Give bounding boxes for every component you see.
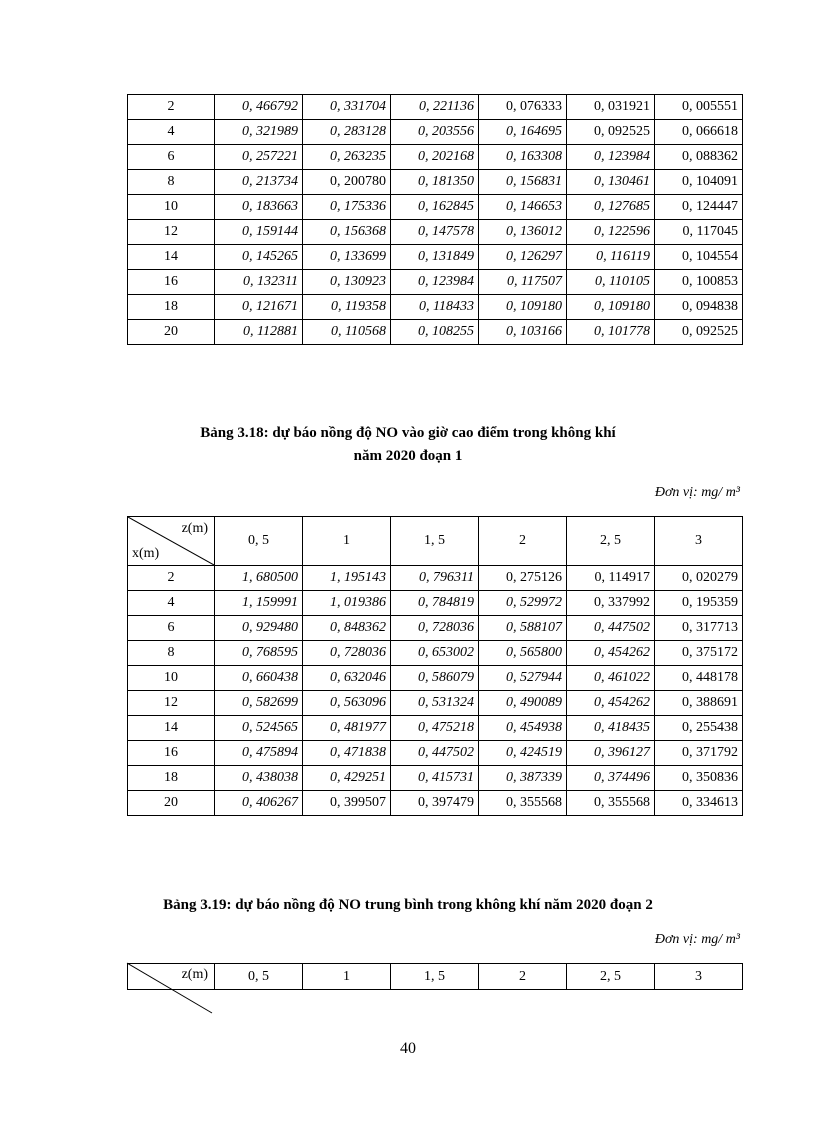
z-header-cell: 0, 5 xyxy=(215,517,303,566)
value-cell: 0, 263235 xyxy=(303,145,391,170)
value-cell: 0, 156831 xyxy=(479,170,567,195)
header-row xyxy=(128,964,743,990)
table-row xyxy=(128,591,743,616)
value-cell: 0, 355568 xyxy=(567,791,655,816)
value-cell: 0, 374496 xyxy=(567,766,655,791)
x-value-cell: 4 xyxy=(128,120,215,145)
value-cell: 0, 109180 xyxy=(479,295,567,320)
table-caption-3-18 xyxy=(0,425,816,465)
z-header-cell: 3 xyxy=(655,517,743,566)
z-header-cell: 3 xyxy=(655,964,743,990)
value-cell: 0, 203556 xyxy=(391,120,479,145)
value-cell: 0, 031921 xyxy=(567,95,655,120)
value-cell: 0, 123984 xyxy=(391,270,479,295)
x-value-cell: 18 xyxy=(128,766,215,791)
value-cell: 0, 200780 xyxy=(303,170,391,195)
value-cell: 0, 195359 xyxy=(655,591,743,616)
value-cell: 0, 221136 xyxy=(391,95,479,120)
value-cell: 0, 588107 xyxy=(479,616,567,641)
value-cell: 0, 371792 xyxy=(655,741,743,766)
x-value-cell: 16 xyxy=(128,270,215,295)
value-cell: 0, 101778 xyxy=(567,320,655,345)
value-cell: 0, 768595 xyxy=(215,641,303,666)
value-cell: 0, 582699 xyxy=(215,691,303,716)
z-header-cell: 0, 5 xyxy=(215,964,303,990)
x-value-cell: 2 xyxy=(128,95,215,120)
value-cell: 0, 181350 xyxy=(391,170,479,195)
value-cell: 0, 020279 xyxy=(655,566,743,591)
value-cell: 0, 202168 xyxy=(391,145,479,170)
x-value-cell: 18 xyxy=(128,295,215,320)
value-cell: 0, 490089 xyxy=(479,691,567,716)
x-value-cell: 4 xyxy=(128,591,215,616)
value-cell: 0, 406267 xyxy=(215,791,303,816)
table-row xyxy=(128,766,743,791)
x-value-cell: 12 xyxy=(128,220,215,245)
value-cell: 0, 848362 xyxy=(303,616,391,641)
value-cell: 0, 454262 xyxy=(567,641,655,666)
value-cell: 0, 133699 xyxy=(303,245,391,270)
table-row xyxy=(128,716,743,741)
value-cell: 0, 124447 xyxy=(655,195,743,220)
value-cell: 0, 565800 xyxy=(479,641,567,666)
value-cell: 0, 147578 xyxy=(391,220,479,245)
value-cell: 0, 100853 xyxy=(655,270,743,295)
value-cell: 0, 784819 xyxy=(391,591,479,616)
value-cell: 0, 632046 xyxy=(303,666,391,691)
value-cell: 0, 438038 xyxy=(215,766,303,791)
value-cell: 0, 475218 xyxy=(391,716,479,741)
x-value-cell: 2 xyxy=(128,566,215,591)
x-value-cell: 20 xyxy=(128,320,215,345)
table-row xyxy=(128,666,743,691)
value-cell: 0, 728036 xyxy=(391,616,479,641)
value-cell: 0, 929480 xyxy=(215,616,303,641)
table-row xyxy=(128,120,743,145)
value-cell: 0, 112881 xyxy=(215,320,303,345)
value-cell: 0, 563096 xyxy=(303,691,391,716)
x-value-cell: 12 xyxy=(128,691,215,716)
caption-line-2: năm 2020 đoạn 1 xyxy=(353,448,463,464)
value-cell: 0, 126297 xyxy=(479,245,567,270)
value-cell: 0, 424519 xyxy=(479,741,567,766)
table-no-peak-2020-segment-1 xyxy=(127,516,743,816)
x-axis-label: x(m) xyxy=(132,546,160,561)
value-cell: 1, 195143 xyxy=(303,566,391,591)
x-value-cell: 10 xyxy=(128,195,215,220)
value-cell: 1, 019386 xyxy=(303,591,391,616)
value-cell: 0, 527944 xyxy=(479,666,567,691)
z-axis-label: z(m) xyxy=(181,967,208,982)
value-cell: 0, 337992 xyxy=(567,591,655,616)
z-header-cell: 2 xyxy=(479,517,567,566)
value-cell: 0, 121671 xyxy=(215,295,303,320)
value-cell: 0, 796311 xyxy=(391,566,479,591)
value-cell: 0, 110568 xyxy=(303,320,391,345)
value-cell: 0, 466792 xyxy=(215,95,303,120)
value-cell: 0, 531324 xyxy=(391,691,479,716)
caption-text: Bảng 3.19: dự báo nồng độ NO trung bình trong không khí năm 2020 đoạn 2 xyxy=(163,897,653,913)
x-value-cell: 8 xyxy=(128,641,215,666)
x-value-cell: 14 xyxy=(128,245,215,270)
value-cell: 0, 396127 xyxy=(567,741,655,766)
value-cell: 0, 164695 xyxy=(479,120,567,145)
table-no-average-2020-segment-2 xyxy=(127,963,743,990)
table-row xyxy=(128,791,743,816)
header-row xyxy=(128,517,743,566)
value-cell: 0, 162845 xyxy=(391,195,479,220)
value-cell: 0, 399507 xyxy=(303,791,391,816)
x-value-cell: 20 xyxy=(128,791,215,816)
z-header-cell: 2, 5 xyxy=(567,517,655,566)
table-row xyxy=(128,270,743,295)
value-cell: 0, 116119 xyxy=(567,245,655,270)
value-cell: 0, 660438 xyxy=(215,666,303,691)
table-row xyxy=(128,741,743,766)
table-row xyxy=(128,616,743,641)
z-header-cell: 1 xyxy=(303,964,391,990)
unit-label-2: Đơn vị: mg/ m³ xyxy=(654,932,740,947)
table-row xyxy=(128,95,743,120)
table-row xyxy=(128,691,743,716)
value-cell: 0, 321989 xyxy=(215,120,303,145)
value-cell: 0, 529972 xyxy=(479,591,567,616)
value-cell: 0, 131849 xyxy=(391,245,479,270)
value-cell: 0, 110105 xyxy=(567,270,655,295)
value-cell: 0, 653002 xyxy=(391,641,479,666)
value-cell: 0, 375172 xyxy=(655,641,743,666)
value-cell: 0, 524565 xyxy=(215,716,303,741)
value-cell: 0, 117045 xyxy=(655,220,743,245)
value-cell: 1, 159991 xyxy=(215,591,303,616)
value-cell: 0, 257221 xyxy=(215,145,303,170)
value-cell: 0, 183663 xyxy=(215,195,303,220)
value-cell: 1, 680500 xyxy=(215,566,303,591)
value-cell: 0, 104554 xyxy=(655,245,743,270)
value-cell: 0, 418435 xyxy=(567,716,655,741)
value-cell: 0, 429251 xyxy=(303,766,391,791)
value-cell: 0, 447502 xyxy=(567,616,655,641)
value-cell: 0, 117507 xyxy=(479,270,567,295)
value-cell: 0, 118433 xyxy=(391,295,479,320)
table-row xyxy=(128,641,743,666)
value-cell: 0, 461022 xyxy=(567,666,655,691)
x-value-cell: 16 xyxy=(128,741,215,766)
value-cell: 0, 088362 xyxy=(655,145,743,170)
value-cell: 0, 255438 xyxy=(655,716,743,741)
value-cell: 0, 331704 xyxy=(303,95,391,120)
value-cell: 0, 159144 xyxy=(215,220,303,245)
value-cell: 0, 132311 xyxy=(215,270,303,295)
value-cell: 0, 481977 xyxy=(303,716,391,741)
value-cell: 0, 108255 xyxy=(391,320,479,345)
value-cell: 0, 130923 xyxy=(303,270,391,295)
x-value-cell: 8 xyxy=(128,170,215,195)
z-axis-label: z(m) xyxy=(181,521,208,536)
z-header-cell: 2, 5 xyxy=(567,964,655,990)
value-cell: 0, 175336 xyxy=(303,195,391,220)
diagonal-header-cell xyxy=(128,517,215,566)
value-cell: 0, 397479 xyxy=(391,791,479,816)
table-row xyxy=(128,245,743,270)
value-cell: 0, 122596 xyxy=(567,220,655,245)
value-cell: 0, 103166 xyxy=(479,320,567,345)
value-cell: 0, 454938 xyxy=(479,716,567,741)
value-cell: 0, 471838 xyxy=(303,741,391,766)
x-value-cell: 6 xyxy=(128,616,215,641)
value-cell: 0, 728036 xyxy=(303,641,391,666)
table-row xyxy=(128,145,743,170)
value-cell: 0, 156368 xyxy=(303,220,391,245)
value-cell: 0, 076333 xyxy=(479,95,567,120)
value-cell: 0, 163308 xyxy=(479,145,567,170)
value-cell: 0, 109180 xyxy=(567,295,655,320)
table-row xyxy=(128,170,743,195)
value-cell: 0, 448178 xyxy=(655,666,743,691)
z-header-cell: 1 xyxy=(303,517,391,566)
diagonal-line xyxy=(127,963,217,1015)
value-cell: 0, 447502 xyxy=(391,741,479,766)
z-header-cell: 1, 5 xyxy=(391,517,479,566)
value-cell: 0, 130461 xyxy=(567,170,655,195)
value-cell: 0, 066618 xyxy=(655,120,743,145)
value-cell: 0, 355568 xyxy=(479,791,567,816)
value-cell: 0, 146653 xyxy=(479,195,567,220)
value-cell: 0, 350836 xyxy=(655,766,743,791)
value-cell: 0, 104091 xyxy=(655,170,743,195)
value-cell: 0, 123984 xyxy=(567,145,655,170)
value-cell: 0, 114917 xyxy=(567,566,655,591)
x-value-cell: 6 xyxy=(128,145,215,170)
unit-label: Đơn vị: mg/ m³ xyxy=(654,485,740,500)
value-cell: 0, 415731 xyxy=(391,766,479,791)
caption-line-1: Bảng 3.18: dự báo nồng độ NO vào giờ cao điểm trong không khí xyxy=(200,425,616,441)
value-cell: 0, 317713 xyxy=(655,616,743,641)
table-row xyxy=(128,320,743,345)
table-row xyxy=(128,295,743,320)
value-cell: 0, 454262 xyxy=(567,691,655,716)
value-cell: 0, 283128 xyxy=(303,120,391,145)
table-row xyxy=(128,566,743,591)
value-cell: 0, 387339 xyxy=(479,766,567,791)
value-cell: 0, 127685 xyxy=(567,195,655,220)
x-value-cell: 14 xyxy=(128,716,215,741)
value-cell: 0, 586079 xyxy=(391,666,479,691)
value-cell: 0, 213734 xyxy=(215,170,303,195)
table-no-continued xyxy=(127,94,743,345)
value-cell: 0, 094838 xyxy=(655,295,743,320)
x-value-cell: 10 xyxy=(128,666,215,691)
value-cell: 0, 388691 xyxy=(655,691,743,716)
value-cell: 0, 275126 xyxy=(479,566,567,591)
table-row xyxy=(128,220,743,245)
page-number: 40 xyxy=(400,1040,416,1057)
table-row xyxy=(128,195,743,220)
z-header-cell: 2 xyxy=(479,964,567,990)
value-cell: 0, 005551 xyxy=(655,95,743,120)
value-cell: 0, 092525 xyxy=(655,320,743,345)
value-cell: 0, 119358 xyxy=(303,295,391,320)
value-cell: 0, 475894 xyxy=(215,741,303,766)
value-cell: 0, 145265 xyxy=(215,245,303,270)
z-header-cell: 1, 5 xyxy=(391,964,479,990)
value-cell: 0, 334613 xyxy=(655,791,743,816)
value-cell: 0, 092525 xyxy=(567,120,655,145)
table-caption-3-19 xyxy=(0,897,816,914)
value-cell: 0, 136012 xyxy=(479,220,567,245)
